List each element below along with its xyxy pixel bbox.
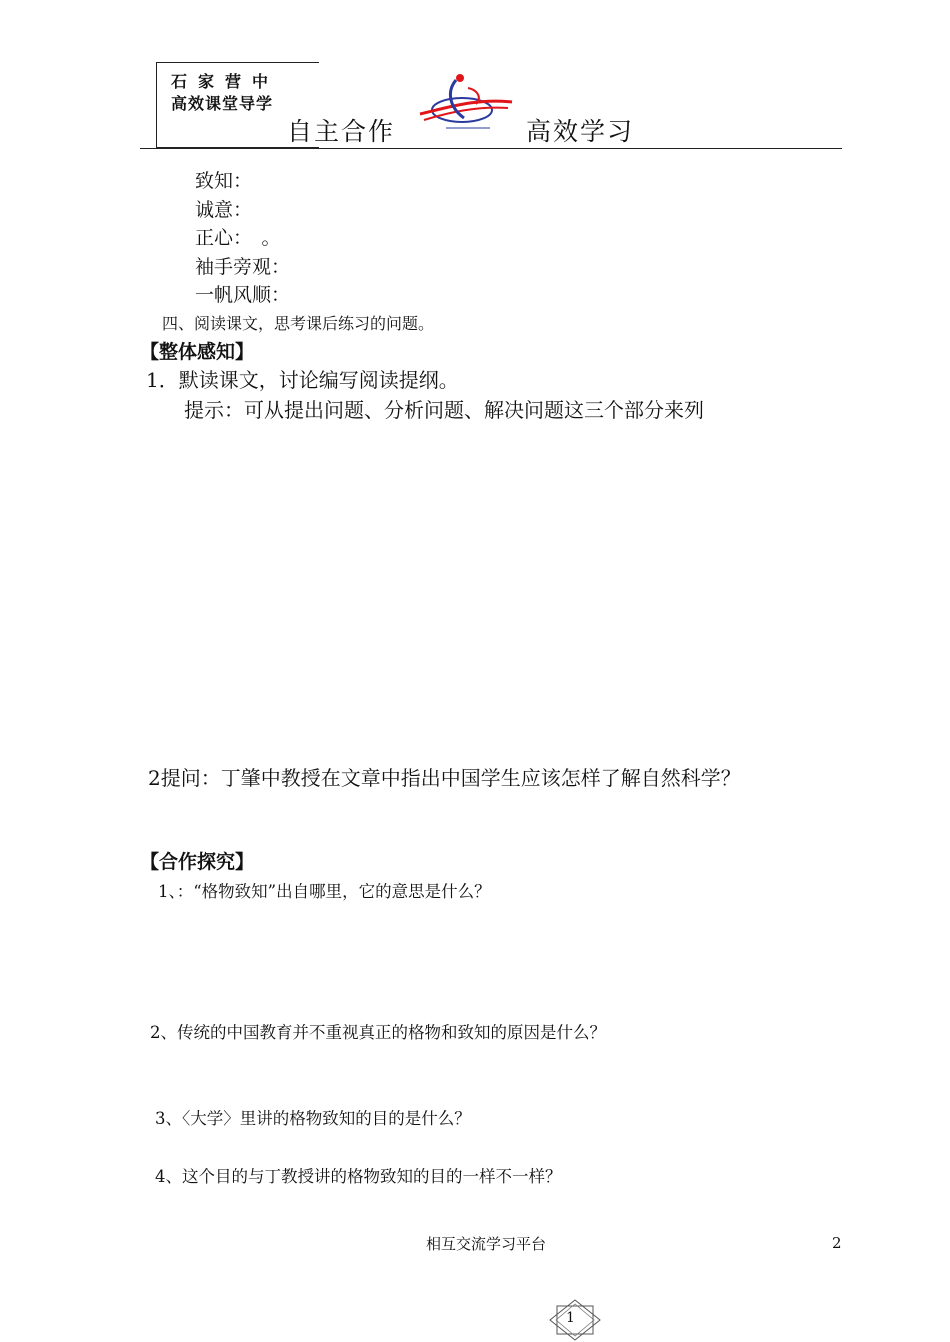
page-badge-icon bbox=[548, 1298, 602, 1342]
explore-question: 2、传统的中国教育并不重视真正的格物和致知的原因是什么？ bbox=[150, 1023, 606, 1042]
vocab-term: 袖手旁观： bbox=[195, 256, 291, 278]
question-science: 2提问：丁肇中教授在文章中指出中国学生应该怎样了解自然科学？ bbox=[148, 766, 741, 790]
vocab-term: 一帆风顺： bbox=[195, 284, 291, 306]
question-outline: 1．默读课文，讨论编写阅读提纲。 bbox=[146, 368, 459, 392]
explore-question: 4、这个目的与丁教授讲的格物致知的目的一样不一样？ bbox=[155, 1167, 562, 1186]
header-rule bbox=[140, 148, 842, 149]
vocab-term: 致知： bbox=[195, 170, 253, 192]
heading-overall: 【整体感知】 bbox=[140, 341, 255, 363]
school-name: 石家营中 bbox=[171, 72, 280, 91]
school-subtitle: 高效课堂导学 bbox=[171, 94, 274, 113]
vocab-term: 诚意： bbox=[195, 199, 253, 221]
vocab-term: 正心： 。 bbox=[195, 227, 281, 249]
slogan-right: 高效学习 bbox=[526, 117, 635, 146]
page-badge-number: 1 bbox=[566, 1310, 575, 1326]
page-number: 2 bbox=[832, 1234, 842, 1252]
hint-text: 提示：可从提出问题、分析问题、解决问题这三个部分来列 bbox=[184, 398, 704, 422]
explore-question: 3、〈大学〉里讲的格物致知的目的是什么？ bbox=[155, 1109, 471, 1128]
school-emblem-icon bbox=[416, 68, 518, 138]
footer-center: 相互交流学习平台 bbox=[426, 1235, 547, 1253]
explore-question: 1、：“格物致知”出自哪里，它的意思是什么？ bbox=[158, 882, 491, 901]
heading-explore: 【合作探究】 bbox=[140, 851, 255, 873]
section-four: 四、阅读课文，思考课后练习的问题。 bbox=[162, 314, 435, 333]
slogan-left: 自主合作 bbox=[287, 117, 396, 146]
